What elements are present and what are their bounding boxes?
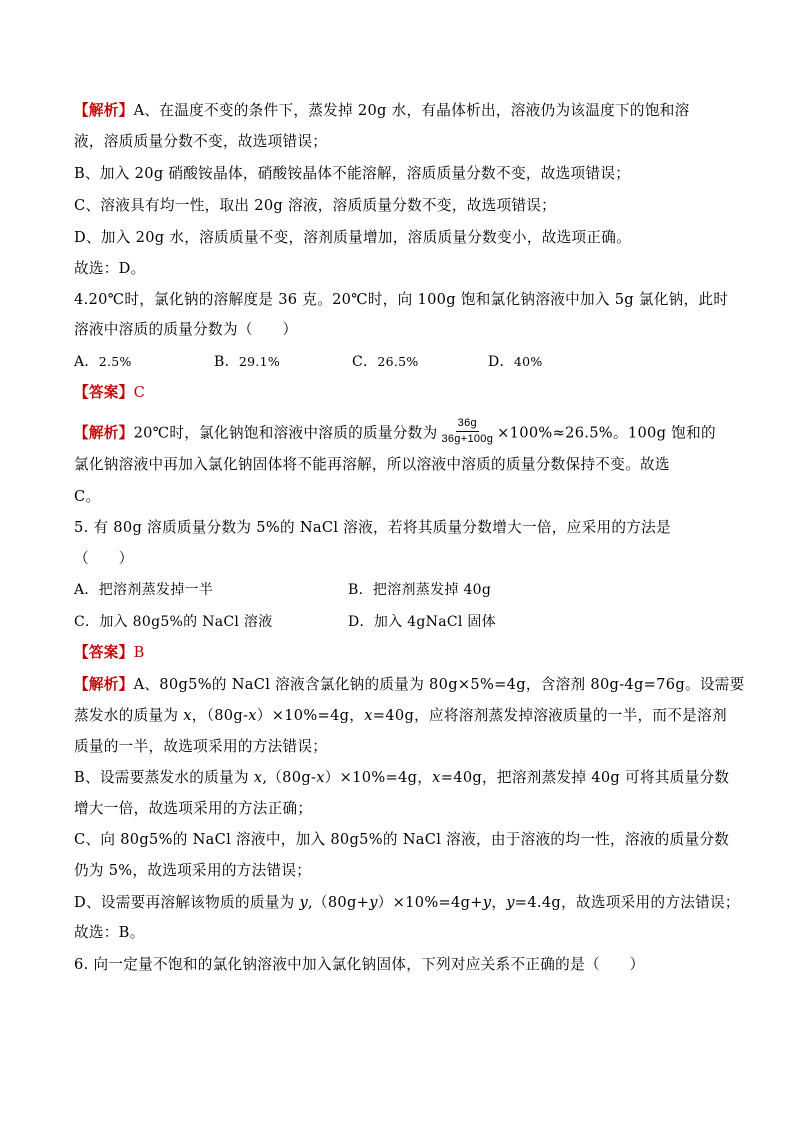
q5-analysis-a-line-2: 蒸发水的质量为 x，（80g-x）×10%=4g，x=40g，应将溶剂蒸发掉溶液质量的一半，而不是溶剂 [74,707,727,724]
q3-analysis-option-d: D、加入 20g 水，溶质质量不变，溶剂质量增加，溶质质量分数变小，故选项正确。 [74,229,632,246]
q5-analysis-c-line-1: C、向 80g5%的 NaCl 溶液中，加入 80g5%的 NaCl 溶液，由于溶液的均一性，溶液的质量分数 [74,831,730,848]
q4-analysis-line-1: 【解析】20℃时，氯化钠饱和溶液中溶质的质量分数为 $\frac{36g}{36g+100g}$ ×100%≈26.5%。100g 饱和的 [74,417,716,445]
q5-option-b: B．把溶剂蒸发掉 40g [348,582,492,598]
q4-analysis-line-2: 氯化钠溶液中再加入氯化钠固体将不能再溶解，所以溶液中溶质的质量分数保持不变。故选 [74,456,670,473]
q4-options [74,352,726,372]
q4-option-c: C．26.5% [352,354,419,370]
answer-tag: 【答案】 [74,644,134,661]
q5-options-row-2 [74,612,726,632]
q5-stem-line-1: 5. 有 80g 溶质质量分数为 5%的 NaCl 溶液，若将其质量分数增大一倍，应采用的方法是 [74,519,671,536]
q4-analysis-line-3: C。 [74,488,101,505]
q4-answer [74,383,726,403]
q5-conclusion: 故选：B。 [74,924,145,941]
analysis-tag: 【解析】 [74,424,134,442]
q5-options-row-1 [74,580,726,600]
q3-analysis-option-c: C、溶液具有均一性，取出 20g 溶液，溶质质量分数不变，故选项错误； [74,197,557,214]
q5-stem-line-2: （ ） [74,550,134,567]
q5-analysis-b-line-1: B、设需要蒸发水的质量为 x,（80g-x）×10%=4g，x=40g，把溶剂蒸发掉 40g 可将其质量分数 [74,769,730,786]
q5-analysis-c-line-2: 仍为 5%，故选项采用的方法错误； [74,862,312,879]
q4-option-d: D．40% [488,354,543,370]
q3-conclusion: 故选：D。 [74,260,146,277]
q6-stem: 6. 向一定量不饱和的氯化钠溶液中加入氯化钠固体，下列对应关系不正确的是（ ） [74,956,645,973]
q5-answer [74,643,726,663]
q5-option-d: D．加入 4gNaCl 固体 [348,614,496,630]
q5-analysis-a-line-3: 质量的一半，故选项采用的方法错误； [74,738,328,755]
answer-tag: 【答案】 [74,384,134,401]
q3-analysis-line-2: 液，溶质质量分数不变，故选项错误； [74,133,328,150]
q4-option-b: B．29.1% [214,354,281,370]
q4-answer-value: C [133,384,146,401]
q5-analysis-a-line-1: 【解析】A、80g5%的 NaCl 溶液含氯化钠的质量为 80g×5%=4g，含溶剂 80g-4g=76g。设需要 [74,676,745,693]
q5-answer-value: B [133,644,145,661]
q3-analysis-option-b: B、加入 20g 硝酸铵晶体，硝酸铵晶体不能溶解，溶质质量分数不变，故选项错误； [74,165,631,182]
mass-fraction-formula: $\frac{36g}{36g+100g}$ [441,417,494,445]
q5-option-c: C．加入 80g5%的 NaCl 溶液 [74,614,273,630]
q5-option-a: A．把溶剂蒸发掉一半 [74,582,214,598]
q5-analysis-b-line-2: 增大一倍，故选项采用的方法正确； [74,800,313,817]
analysis-tag: 【解析】 [74,102,134,119]
q3-analysis-line-1: 【解析】A、在温度不变的条件下，蒸发掉 20g 水，有晶体析出，溶液仍为该温度下的饱和溶 [74,102,690,119]
q5-analysis-d-line: D、设需要再溶解该物质的质量为 y,（80g+y）×10%=4g+y，y=4.4g，故选项采用的方法错误； [74,894,740,911]
q4-option-a: A．2.5% [74,354,132,370]
analysis-tag: 【解析】 [74,676,134,693]
q4-stem-line-2: 溶液中溶质的质量分数为（ ） [74,321,298,338]
q4-stem-line-1: 4.20℃时，氯化钠的溶解度是 36 克。20℃时，向 100g 饱和氯化钠溶液中加入 5g 氯化钠，此时 [74,291,729,308]
